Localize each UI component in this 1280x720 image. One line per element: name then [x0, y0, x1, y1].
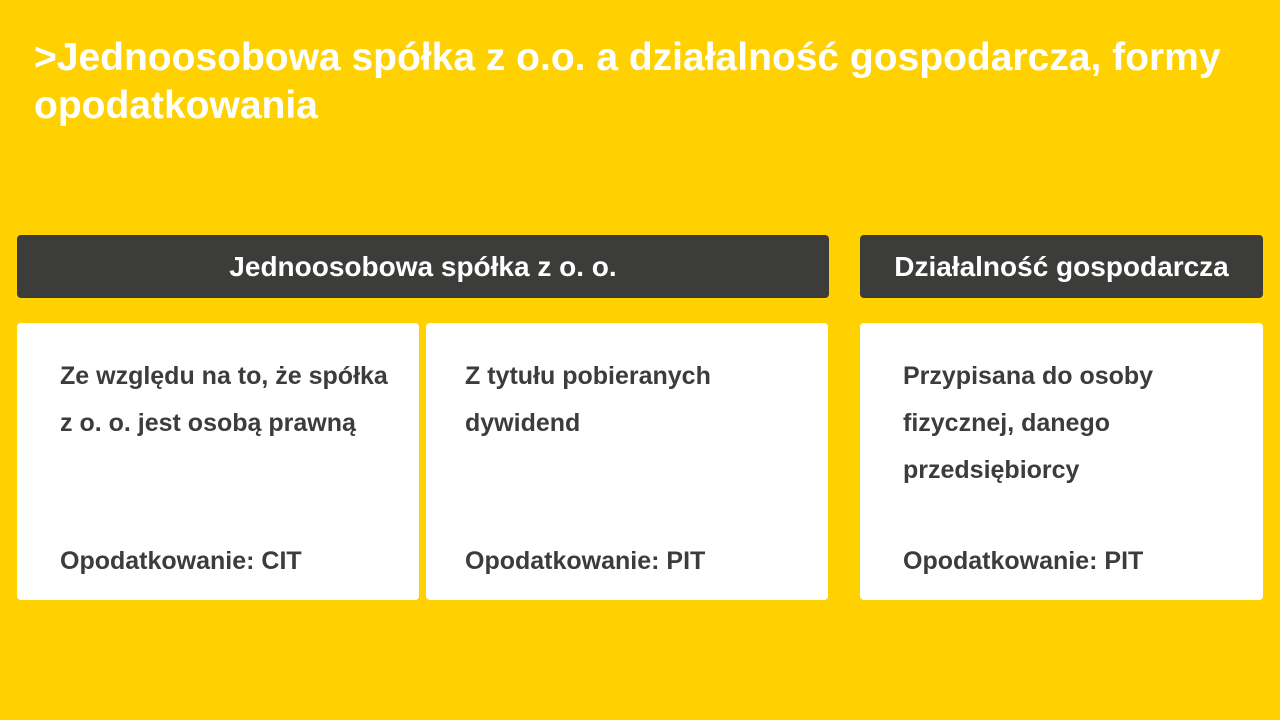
header-single-member-company: Jednoosobowa spółka z o. o. — [17, 235, 829, 298]
card-taxation: Opodatkowanie: PIT — [903, 547, 1144, 575]
card-taxation: Opodatkowanie: PIT — [465, 547, 706, 575]
slide-title: >Jednoosobowa spółka z o.o. a działalność gospodarcza, formy opodatkowania — [34, 36, 1221, 127]
header-sole-proprietorship: Działalność gospodarcza — [860, 235, 1263, 298]
card-description: Ze względu na to, że spółka z o. o. jest osobą prawną — [60, 362, 388, 437]
card-sole-proprietorship-pit — [860, 323, 1263, 600]
card-company-dividends-pit — [426, 323, 828, 600]
card-company-cit — [17, 323, 419, 600]
card-description: Przypisana do osoby fizycznej, danego przedsiębiorcy — [903, 362, 1154, 484]
card-description: Z tytułu pobieranych dywidend — [465, 362, 711, 437]
card-taxation: Opodatkowanie: CIT — [60, 547, 302, 575]
